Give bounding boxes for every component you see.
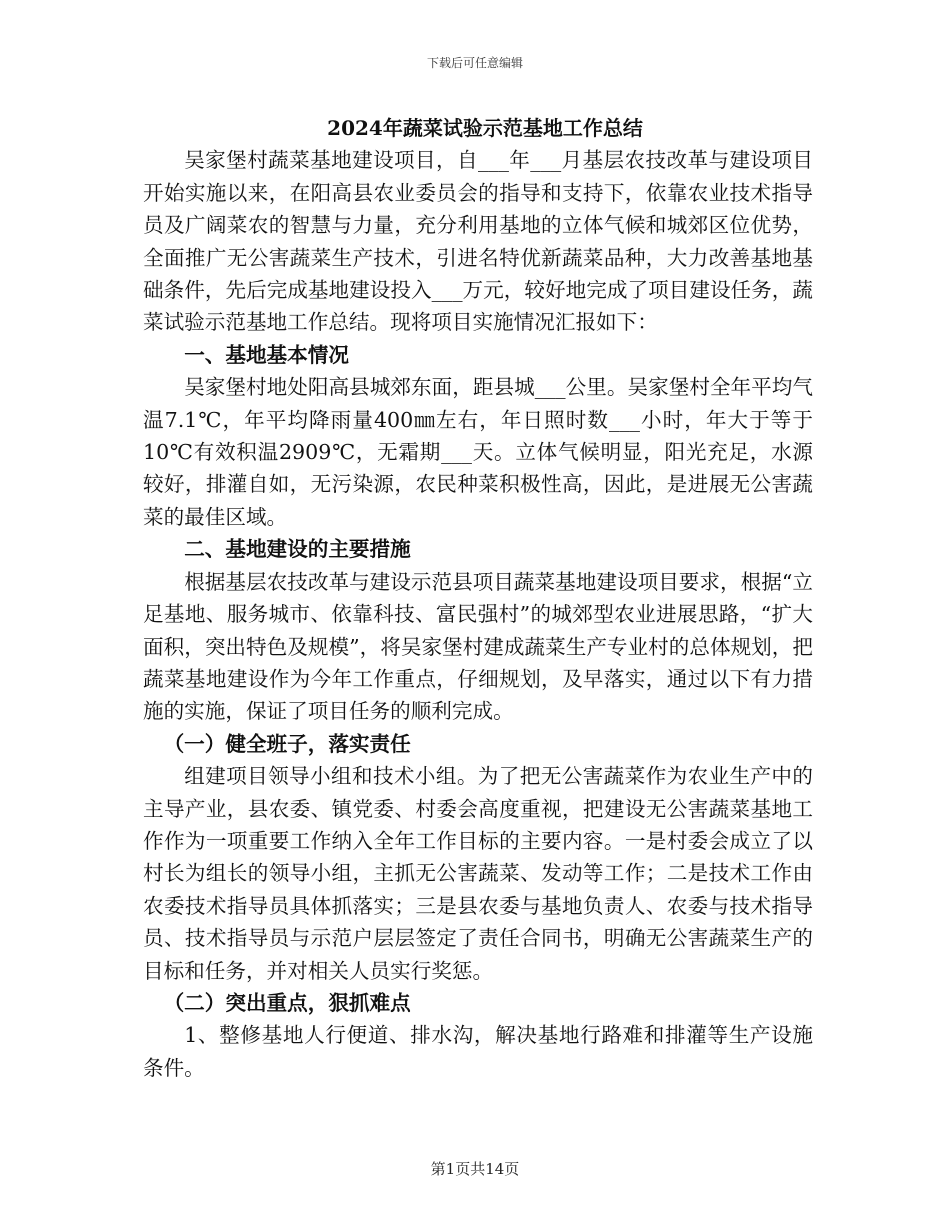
document-body — [143, 112, 813, 1084]
header-note: 下载后可任意编辑 — [426, 56, 523, 70]
section1-paragraph: 吴家堡村地处阳高县城郊东面，距县城___公里。吴家堡村全年平均气温7.1℃，年平均降雨量400㎜左右，年日照时数___小时，年大于等于10℃有效积温2909℃，无霜期___天。立体气候明显，阳光充足，水源较好，排灌自如，无污染源，农民种菜积极性高，因此，是进展无公害蔬菜的最佳区域。 — [143, 375, 813, 529]
section2-heading: 二、基地建设的主要措施 — [184, 537, 411, 562]
page-number: 第1页共14页 — [430, 1160, 520, 1178]
document-title: 2024年蔬菜试验示范基地工作总结 — [327, 116, 643, 140]
subsection2-item1: 1、整修基地人行便道、排水沟，解决基地行路难和排灌等生产设施条件。 — [143, 1023, 813, 1080]
subsection1-heading: （一）健全班子，落实责任 — [163, 731, 411, 756]
section1-heading: 一、基地基本情况 — [184, 342, 349, 367]
subsection2-heading: （二）突出重点，狠抓难点 — [163, 990, 411, 1015]
subsection1-paragraph: 组建项目领导小组和技术小组。为了把无公害蔬菜作为农业生产中的主导产业，县农委、镇党委、村委会高度重视，把建设无公害蔬菜基地工作作为一项重要工作纳入全年工作目标的主要内容。一是村委会成立了以村长为组长的领导小组，主抓无公害蔬菜、发动等工作；二是技术工作由农委技术指导员具体抓落实；三是县农委与基地负责人、农委与技术指导员、技术指导员与示范户层层签定了责任合同书，明确无公害蔬菜生产的目标和任务，并对相关人员实行奖惩。 — [143, 764, 813, 983]
intro-paragraph: 吴家堡村蔬菜基地建设项目，自___年___月基层农技改革与建设项目开始实施以来，在阳高县农业委员会的指导和支持下，依靠农业技术指导员及广阔菜农的智慧与力量，充分利用基地的立体气候和城郊区位优势，全面推广无公害蔬菜生产技术，引进名特优新蔬菜品种，大力改善基地基础条件，先后完成基地建设投入___万元，较好地完成了项目建设任务，蔬菜试验示范基地工作总结。现将项目实施情况汇报如下： — [143, 148, 813, 335]
section2-paragraph: 根据基层农技改革与建设示范县项目蔬菜基地建设项目要求，根据“立足基地、服务城市、依靠科技、富民强村”的城郊型农业进展思路，“扩大面积，突出特色及规模”，将吴家堡村建成蔬菜生产专业村的总体规划，把蔬菜基地建设作为今年工作重点，仔细规划，及早落实，通过以下有力措施的实施，保证了项目任务的顺利完成。 — [143, 569, 813, 724]
